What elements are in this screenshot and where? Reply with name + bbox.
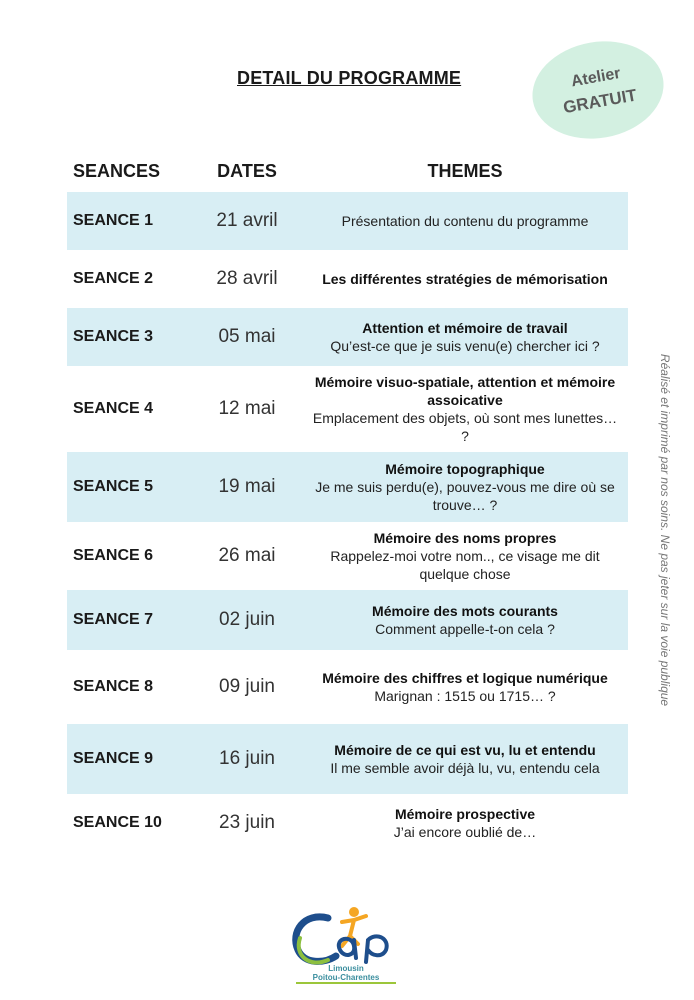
table-row [67,650,628,724]
theme-title: Mémoire de ce qui est vu, lu et entendu [334,742,596,758]
theme-title: Mémoire visuo-spatiale, attention et mémoire assoicative [314,374,616,408]
table-row [67,452,628,522]
badge-line-2: GRATUIT [561,85,639,118]
seance-label: SEANCE 7 [73,611,154,628]
theme-description: Je me suis perdu(e), pouvez-vous me dire où se trouve… ? [315,479,615,513]
badge-line-1: Atelier [569,64,622,91]
seance-date: 05 mai [218,326,276,347]
table-row [67,308,628,366]
seance-theme [302,460,628,514]
seance-theme [302,373,628,445]
header-dates: DATES [217,160,277,181]
seance-date: 12 mai [218,398,276,419]
seance-date: 09 juin [219,676,275,697]
theme-description: Qu’est-ce que je suis venu(e) chercher ici ? [330,338,600,354]
seance-theme [302,669,628,705]
seance-label: SEANCE 8 [73,678,154,695]
seance-label: SEANCE 4 [73,400,154,417]
seance-date: 16 juin [219,748,275,769]
logo-underline [296,982,396,984]
seance-date: 19 mai [218,476,276,497]
seance-date: 02 juin [219,609,275,630]
seance-label: SEANCE 5 [73,478,154,495]
seance-date: 23 juin [219,812,275,833]
theme-description: Emplacement des objets, où sont mes lunettes… ? [312,410,618,444]
seance-theme [302,212,628,230]
logo-region-line-1: Limousin [328,964,364,973]
table-row [67,590,628,650]
theme-title: Mémoire des noms propres [373,530,557,546]
header-themes: THEMES [427,160,503,181]
page-title: DETAIL DU PROGRAMME [237,68,462,88]
theme-title: Mémoire prospective [394,806,536,822]
table-body [67,192,628,852]
theme-description: J’ai encore oublié de… [393,824,537,840]
seance-label: SEANCE 3 [73,328,154,345]
seance-label: SEANCE 2 [73,270,154,287]
theme-title: Les différentes stratégies de mémorisation [322,271,608,287]
theme-description: Il me semble avoir déjà lu, vu, entendu cela [330,760,600,776]
side-note-text: Réalisé et imprimé par nos soins. Ne pas jeter sur la voie publique [658,353,672,707]
table-row [67,250,628,308]
seance-label: SEANCE 9 [73,750,154,767]
theme-description: Marignan : 1515 ou 1715… ? [374,688,556,704]
seance-theme [302,270,628,288]
program-table [67,150,628,852]
table-row [67,794,628,852]
seance-date: 28 avril [216,268,278,289]
logo-region-line-2: Poitou-Charentes [312,973,380,982]
seance-theme [302,741,628,777]
seance-date: 21 avril [216,210,278,231]
theme-title: Mémoire des chiffres et logique numérique [322,670,608,686]
theme-title: Mémoire des mots courants [372,603,558,619]
seance-label: SEANCE 1 [73,212,154,229]
table-row [67,724,628,794]
free-workshop-badge [525,31,672,148]
seance-theme [302,805,628,841]
table-row [67,192,628,250]
seance-theme [302,529,628,583]
header-seances: SEANCES [73,160,161,181]
seance-label: SEANCE 10 [73,814,162,831]
table-header [67,150,628,192]
theme-title: Attention et mémoire de travail [362,320,568,336]
seance-theme [302,602,628,638]
table-row [67,522,628,590]
seance-label: SEANCE 6 [73,547,154,564]
theme-description: Présentation du contenu du programme [341,213,589,229]
seance-theme [302,319,628,355]
theme-title: Mémoire topographique [385,461,545,477]
theme-description: Comment appelle-t-on cela ? [375,621,555,637]
theme-description: Rappelez-moi votre nom.., ce visage me dit quelque chose [330,548,600,582]
table-row [67,366,628,452]
seance-date: 26 mai [218,545,276,566]
